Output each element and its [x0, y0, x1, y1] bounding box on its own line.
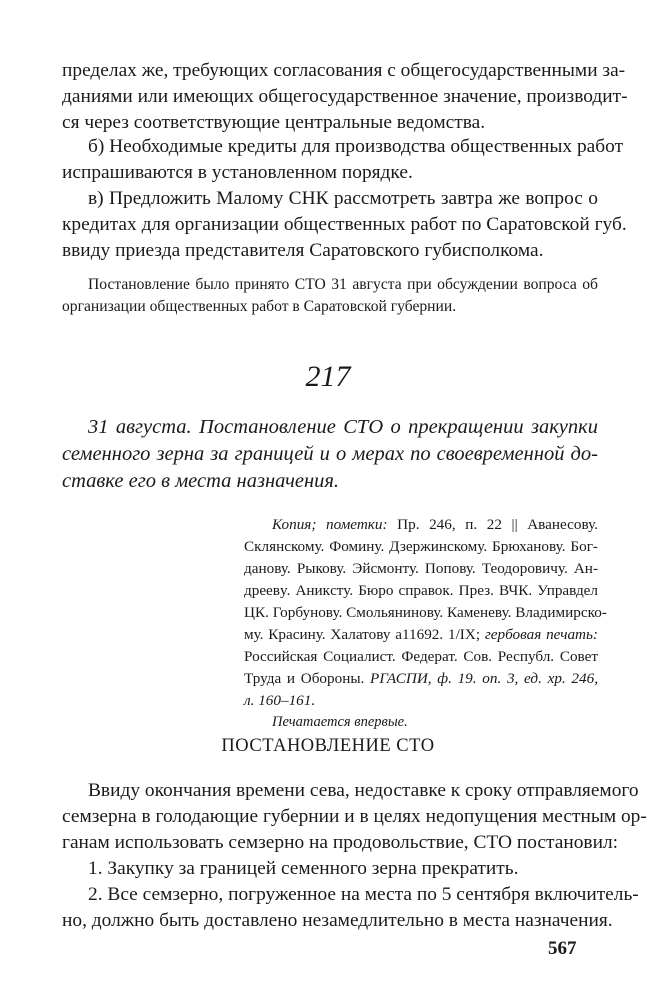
source-line-2: Склянскому. Фомину. Дзержинскому. Брюханову. Бог-	[244, 538, 598, 555]
source-seal-label: гербовая печать:	[484, 626, 598, 643]
body-line-5: 2. Все семзерно, погруженное на места по 5 сентября включитель-	[88, 884, 639, 905]
first-published-note: Печатается впервые.	[272, 714, 408, 730]
source-recipients-end: му. Красину. Халатову а11692. 1/IX;	[244, 626, 485, 643]
heading-line-1: 31 августа. Постановление СТО о прекращении закупки	[88, 416, 598, 438]
source-line-4: дреевy. Аникcту. Бюро справок. През. ВЧК. Управдел	[244, 582, 598, 599]
top-text-line-7: кредитах для организации общественных работ по Саратовской губ.	[62, 214, 627, 235]
source-line-3: данову. Рыкову. Эйсмонту. Попову. Теодоровичу. Ан-	[244, 560, 598, 577]
source-line-1	[272, 516, 598, 534]
source-archive-sheets: л. 160–161.	[244, 692, 316, 709]
top-text-line-4: б) Необходимые кредиты для производства общественных работ	[88, 136, 624, 157]
top-text-line-1: пределах же, требующих согласования с общегосударственными за-	[62, 60, 626, 81]
source-copy-label: Копия; пометки:	[272, 516, 388, 533]
top-text-line-6: в) Предложить Малому СНК рассмотреть завтра же вопрос о	[88, 188, 598, 209]
source-archive-ref: РГАСПИ, ф. 19. оп. 3, ед. хр. 246,	[370, 670, 598, 687]
body-line-4: 1. Закупку за границей семенного зерна прекратить.	[88, 858, 519, 879]
source-seal-end: Труда и Обороны.	[244, 670, 371, 687]
body-line-3: ганам использовать семзерно на продовольствие, СТО постановил:	[62, 832, 619, 853]
body-line-1: Ввиду окончания времени сева, недоставке к сроку отправляемого	[88, 780, 639, 801]
document-title: ПОСТАНОВЛЕНИЕ СТО	[221, 736, 435, 756]
source-marks: Пр. 246, п. 22 || Аванесову.	[387, 516, 598, 533]
page-number: 567	[548, 938, 577, 959]
body-line-2: семзерна в голодающие губернии и в целях недопущения местным ор-	[62, 806, 647, 827]
document-number: 217	[305, 360, 351, 393]
top-text-line-3: ся через соответствующие центральные ведомства.	[62, 112, 486, 133]
top-text-line-8: ввиду приезда представителя Саратовского губисполкома.	[62, 240, 544, 261]
body-line-6: но, должно быть доставлено незамедлительно в места назначения.	[62, 910, 613, 931]
editorial-note-line-2: организации общественных работ в Саратовской губернии.	[62, 298, 457, 315]
top-text-line-5: испрашиваются в установленном порядке.	[62, 162, 413, 183]
top-text-line-2: даниями или имеющих общегосударственное значение, производит-	[62, 86, 628, 107]
source-line-8	[244, 670, 598, 688]
heading-line-3: ставке его в места назначения.	[62, 470, 340, 492]
heading-line-2: семенного зерна за границей и о мерах по своевременной до-	[62, 443, 598, 465]
source-line-5: ЦК. Горбунову. Смольянинову. Каменеву. Владимирско-	[244, 604, 607, 621]
source-line-6	[244, 626, 598, 644]
source-line-7: Российская Социалист. Федерат. Сов. Республ. Совет	[244, 648, 598, 665]
editorial-note-line-1: Постановление было принято СТО 31 августа при обсуждении вопроса об	[88, 276, 598, 293]
